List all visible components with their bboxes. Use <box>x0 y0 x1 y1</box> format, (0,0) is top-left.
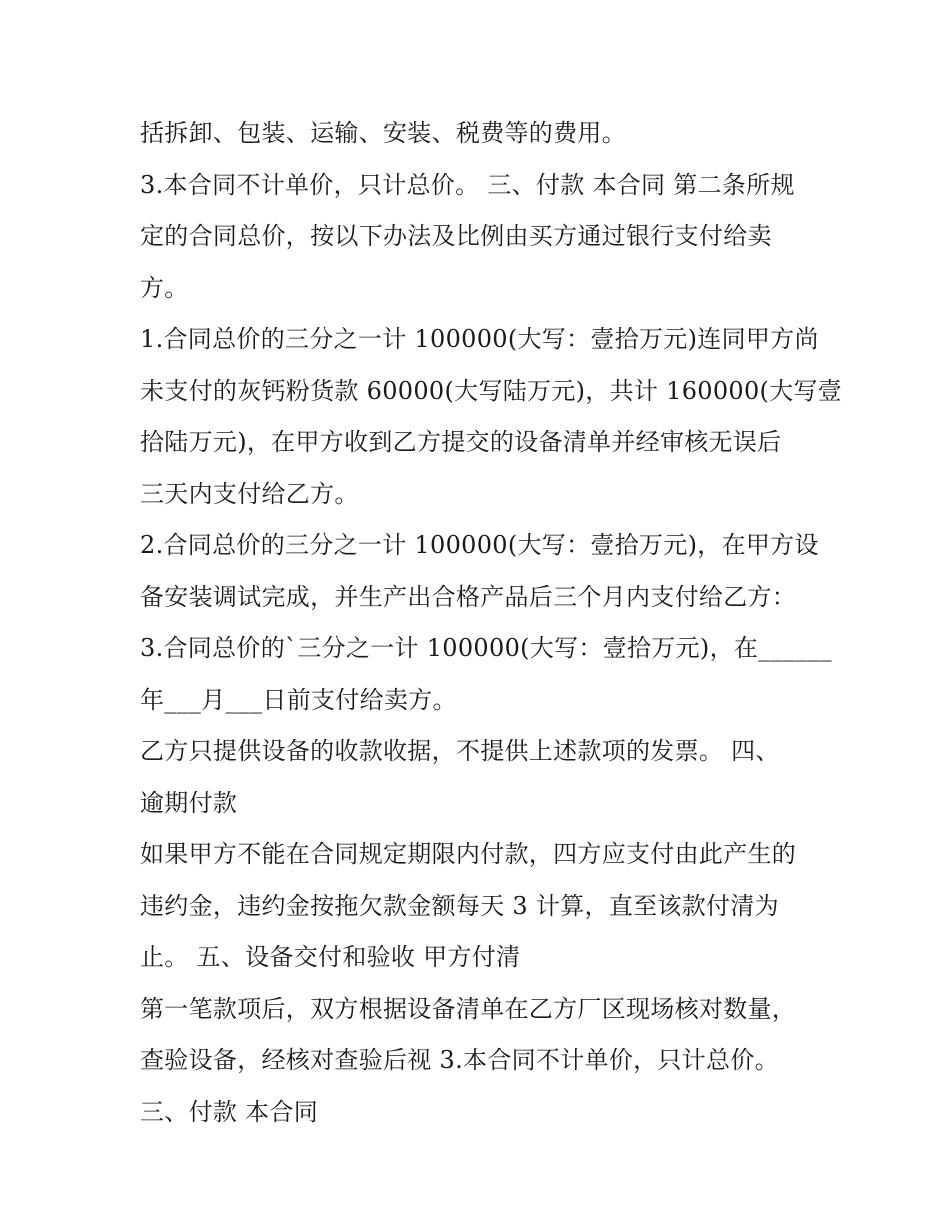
text-line: 备安装调试完成，并生产出合格产品后三个月内支付给乙方： <box>140 582 797 611</box>
text-line: 三天内支付给乙方。 <box>140 479 359 508</box>
text-line: 方。 <box>140 273 189 302</box>
text-line: 逾期付款 <box>140 788 238 817</box>
text-line: 违约金，违约金按拖欠款金额每天 3 计算，直至该款付清为 <box>140 891 779 920</box>
text-line: 三、付款 本合同 <box>140 1097 319 1126</box>
text-line: 止。 五、设备交付和验收 甲方付清 <box>140 943 521 971</box>
text-line: 3.合同总价的`三分之一计 100000(大写：壹拾万元)，在______ <box>140 634 832 662</box>
text-line: 乙方只提供设备的收款收据，不提供上述款项的发票。 四、 <box>140 737 780 765</box>
text-line: 括拆卸、包装、运输、安装、税费等的费用。 <box>140 119 626 147</box>
text-line: 未支付的灰钙粉货款 60000(大写陆万元)，共计 160000(大写壹 <box>140 376 843 405</box>
text-line: 2.合同总价的三分之一计 100000(大写：壹拾万元)，在甲方设 <box>140 531 819 559</box>
text-line: 3.本合同不计单价，只计总价。 三、付款 本合同 第二条所规 <box>140 170 795 199</box>
contract-text-body <box>140 108 843 1138</box>
text-line: 如果甲方不能在合同规定期限内付款，四方应支付由此产生的 <box>140 840 797 868</box>
text-line: 定的合同总价，按以下办法及比例由买方通过银行支付给卖 <box>140 222 772 250</box>
text-line: 第一笔款项后，双方根据设备清单在乙方厂区现场核对数量， <box>140 994 797 1023</box>
text-line: 拾陆万元)，在甲方收到乙方提交的设备清单并经审核无误后 <box>140 428 782 456</box>
text-line: 年___月___日前支付给卖方。 <box>140 685 457 714</box>
text-line: 查验设备，经核对查验后视 3.本合同不计单价，只计总价。 <box>140 1046 779 1074</box>
text-line: 1.合同总价的三分之一计 100000(大写：壹拾万元)连同甲方尚 <box>140 325 819 353</box>
